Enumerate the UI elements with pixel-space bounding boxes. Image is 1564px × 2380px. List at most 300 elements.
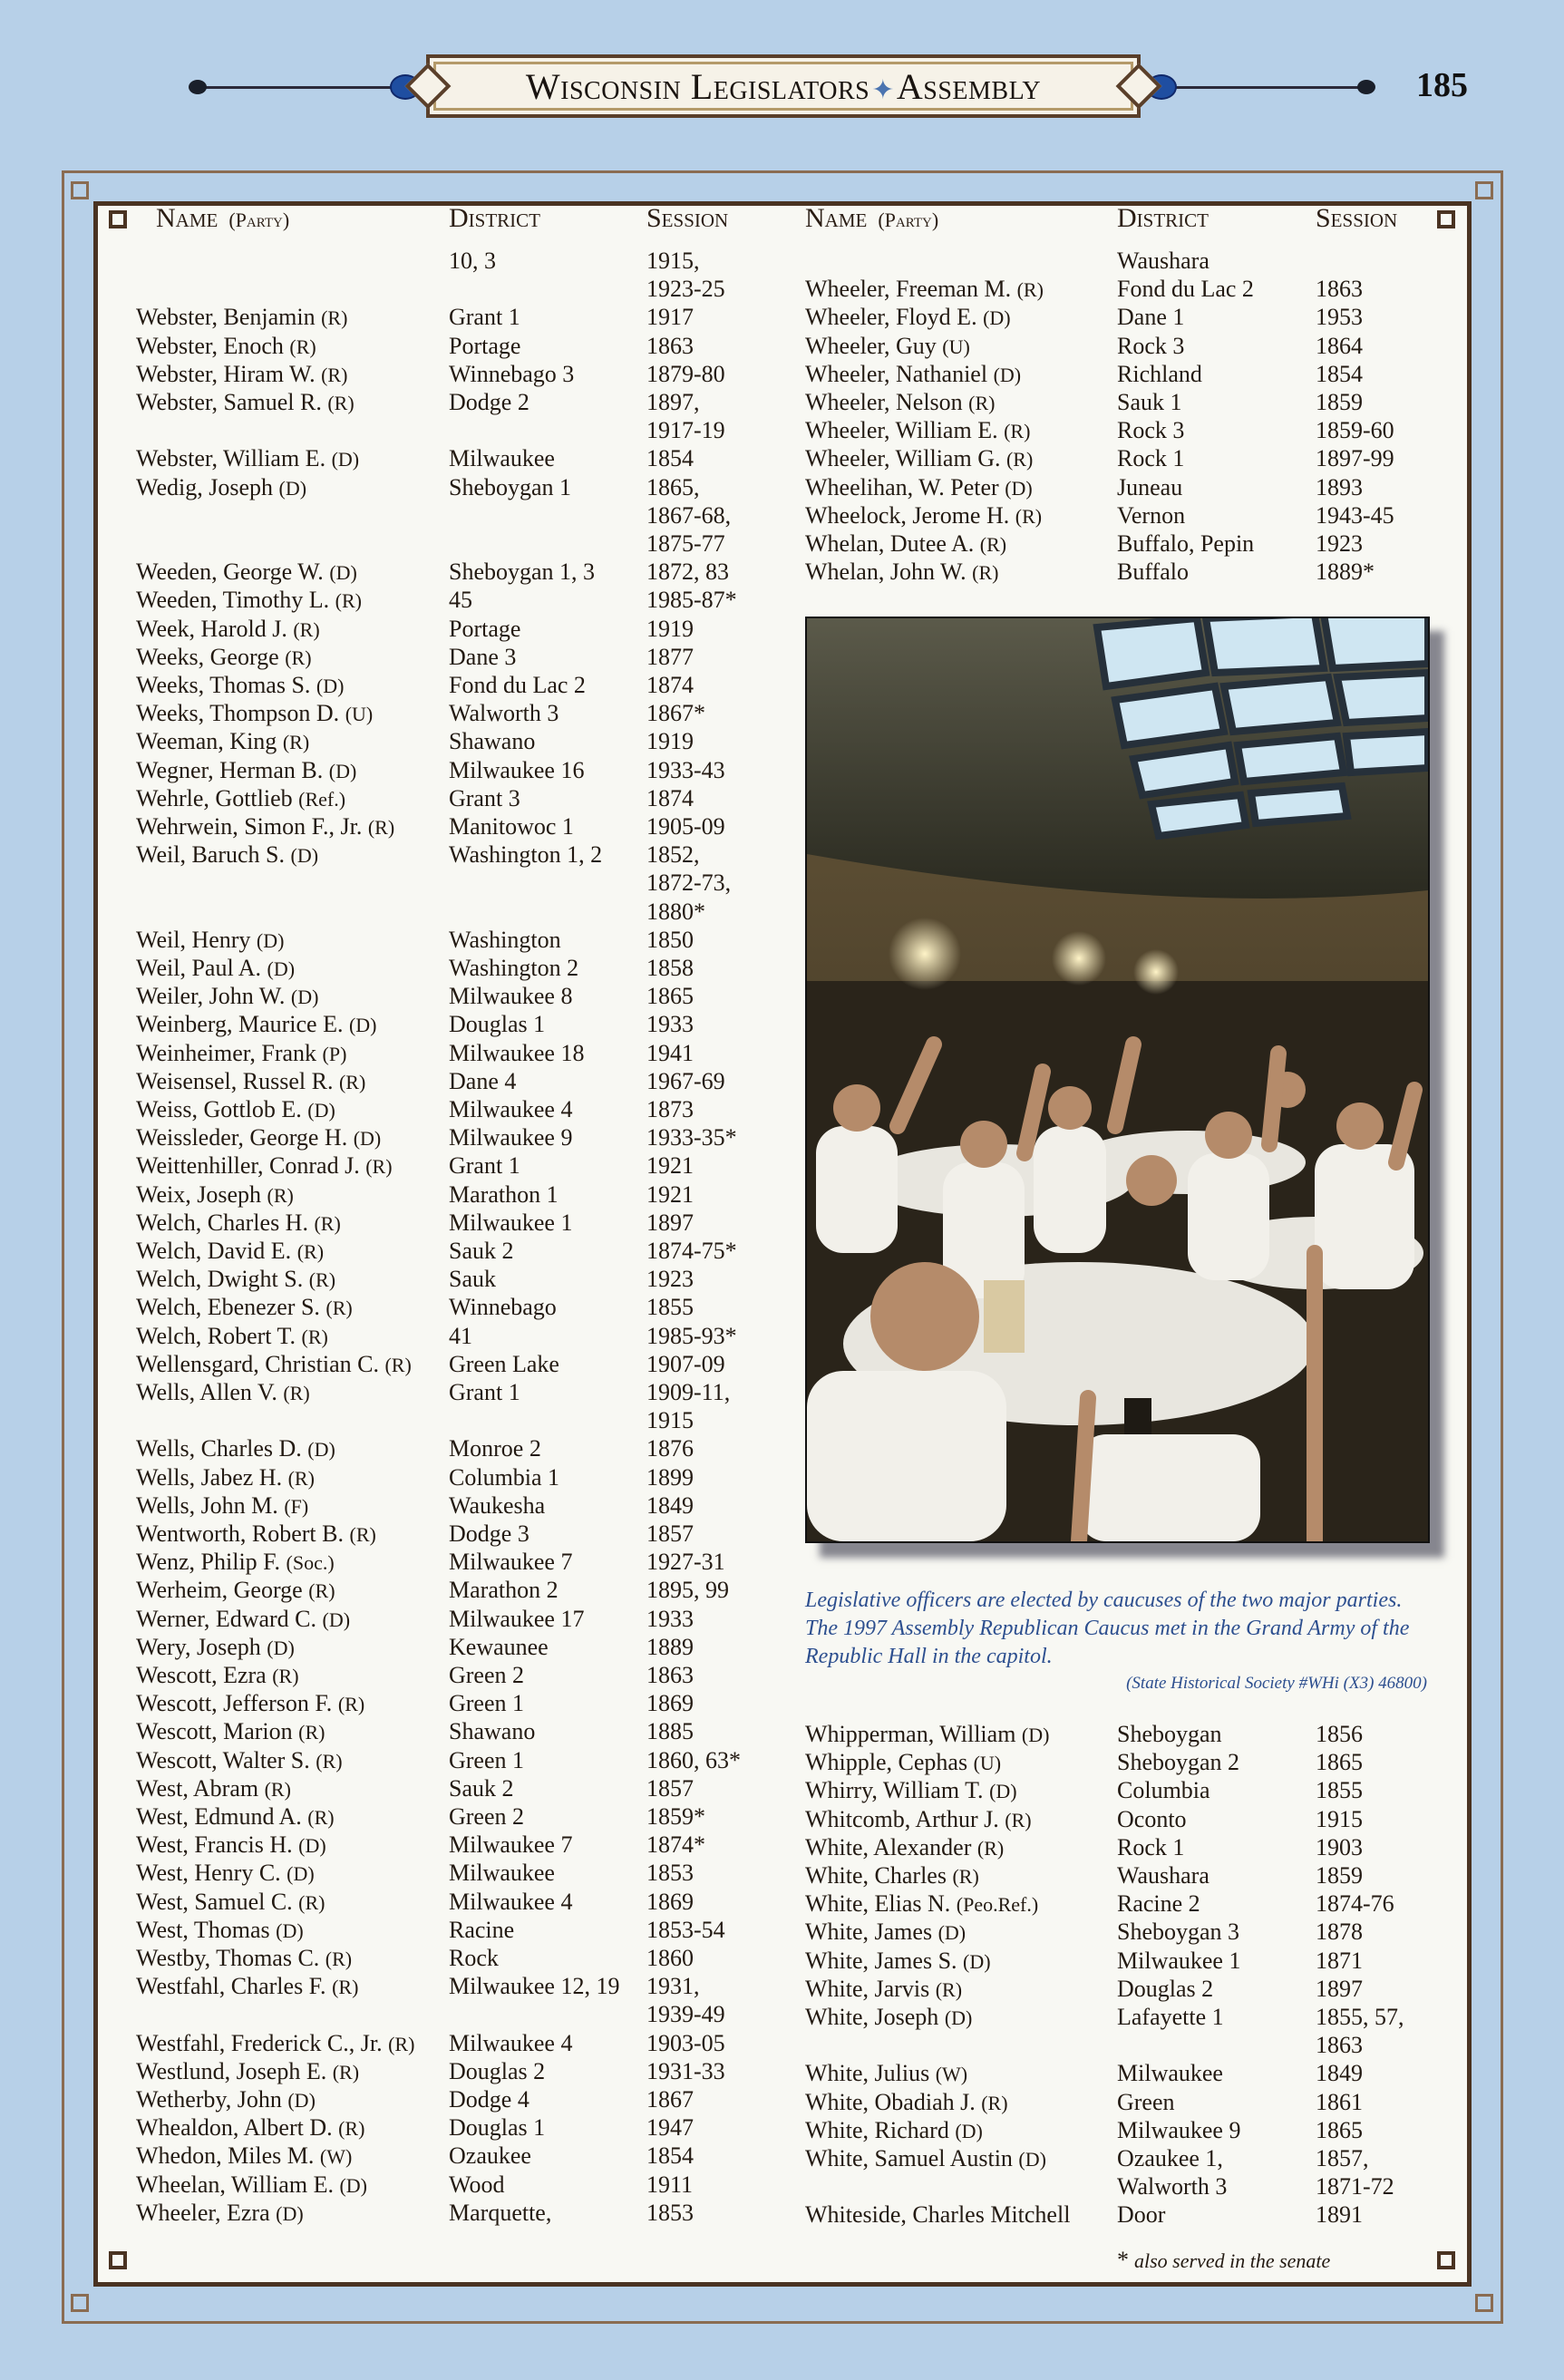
legislator-name <box>136 926 284 955</box>
party-text: (D) <box>290 986 319 1009</box>
name-text: Wheeler, Guy <box>805 332 937 359</box>
district-cell: Douglas 2 <box>449 2057 546 2084</box>
legislator-name <box>136 1265 335 1294</box>
district-cell: Marathon 1 <box>449 1180 559 1208</box>
panel-corner-bottom-left <box>109 2251 127 2269</box>
footnote-text: also served in the senate <box>1134 2249 1331 2272</box>
district-cell: Marathon 2 <box>449 1577 559 1604</box>
table-row <box>0 1889 1564 1918</box>
name-text: Whiteside, Charles Mitchell <box>805 2201 1071 2229</box>
party-text: (D) <box>353 1127 382 1151</box>
session-cell: 1875-77 <box>646 530 725 557</box>
session-cell: 1923-25 <box>646 276 725 303</box>
table-row <box>0 1805 1564 1833</box>
name-text: Westby, Thomas C. <box>136 1945 320 1971</box>
table-row <box>0 1748 1564 1776</box>
name-text: Wheeler, William G. <box>805 445 1001 472</box>
session-cell: 1863 <box>1316 2032 1363 2059</box>
party-text: (D) <box>278 476 307 500</box>
name-text: Westlund, Joseph E. <box>136 2057 327 2084</box>
party-text: (R) <box>264 1777 291 1801</box>
district-cell: Ozaukee 1, <box>1117 2145 1223 2171</box>
party-text: (R) <box>308 1579 335 1603</box>
legislator-name <box>136 1095 335 1124</box>
session-cell: 1899 <box>646 1463 694 1491</box>
name-text: Weittenhiller, Conrad J. <box>136 1152 360 1180</box>
session-cell: 1860 <box>646 1945 694 1971</box>
district-cell: Buffalo <box>1117 559 1189 586</box>
district-cell: Sauk <box>449 1266 496 1293</box>
session-cell: 1869 <box>646 1690 694 1717</box>
legislator-name <box>136 1209 341 1238</box>
legislator-name <box>805 1889 1038 1919</box>
table-row <box>0 303 1564 331</box>
legislator-name <box>136 1633 295 1662</box>
district-cell: Sauk 2 <box>449 1238 514 1264</box>
district-cell: Manitowoc 1 <box>449 813 574 840</box>
district-cell: Fond du Lac 2 <box>1117 276 1254 303</box>
legislator-name <box>136 784 345 813</box>
party-text: (R) <box>968 392 996 414</box>
legislator-name <box>136 699 373 728</box>
district-cell: Milwaukee <box>449 445 555 472</box>
party-text: (R) <box>298 1890 325 1914</box>
party-text: (R) <box>1015 504 1043 528</box>
session-cell: 1854 <box>646 445 694 472</box>
table-row <box>0 275 1564 303</box>
table-row <box>0 1975 1564 2003</box>
session-cell: 1985-93* <box>646 1322 737 1349</box>
name-text: Wells, John M. <box>136 1491 278 1519</box>
party-text: (D) <box>267 1636 295 1659</box>
legislator-name <box>805 2059 967 2088</box>
district-cell: Dane 1 <box>1117 304 1185 331</box>
district-cell: Monroe 2 <box>449 1435 541 1462</box>
district-cell: Milwaukee 4 <box>449 1096 573 1122</box>
district-cell: Milwaukee 4 <box>449 1888 573 1915</box>
name-text: Wenz, Philip F. <box>136 1549 281 1576</box>
panel-corner-top-left <box>109 210 127 228</box>
name-text: White, Joseph <box>805 2004 939 2030</box>
session-cell: 1857 <box>646 1774 694 1802</box>
district-cell: 45 <box>449 587 472 614</box>
district-cell: Grant 1 <box>449 1379 520 1405</box>
session-cell: 1867* <box>646 700 705 727</box>
legislator-name <box>136 1237 324 1266</box>
session-cell: 1877 <box>646 643 694 670</box>
party-text: (R) <box>1016 278 1044 302</box>
party-text: (R) <box>337 1693 365 1716</box>
session-cell: 1849 <box>646 1491 694 1519</box>
district-cell: Milwaukee 18 <box>449 1039 585 1066</box>
name-text: Wells, Charles D. <box>136 1435 302 1462</box>
legislator-name <box>136 1548 335 1577</box>
district-cell: Milwaukee 16 <box>449 756 585 783</box>
legislator-name <box>805 1918 966 1947</box>
right-session-header: Session <box>1316 203 1398 233</box>
session-cell: 1863 <box>646 332 694 359</box>
party-text: (R) <box>327 392 355 414</box>
session-cell: 1907-09 <box>646 1350 725 1377</box>
name-text: Weeden, George W. <box>136 559 324 586</box>
district-cell: Portage <box>449 332 521 359</box>
session-cell: 1897-99 <box>1316 445 1394 472</box>
name-text: Wheelihan, W. Peter <box>805 473 999 500</box>
legislator-name <box>805 1975 962 2004</box>
session-cell: 1867-68, <box>646 501 732 529</box>
banner-diamond-right <box>1116 63 1162 110</box>
session-cell: 1919 <box>646 615 694 642</box>
legislator-name <box>805 1805 1032 1834</box>
session-cell: 1897, <box>646 389 700 415</box>
session-cell: 1854 <box>646 2142 694 2170</box>
session-cell: 1872-73, <box>646 869 732 897</box>
legislator-name <box>805 2116 983 2145</box>
district-cell: Green 2 <box>449 1803 525 1830</box>
session-cell: 1858 <box>646 955 694 981</box>
page-header <box>0 0 1564 181</box>
legislator-name <box>136 1067 365 1096</box>
legislator-name <box>136 615 320 644</box>
right-district-header: District <box>1117 203 1209 233</box>
table-row <box>0 2059 1564 2087</box>
name-text: Wheelan, William E. <box>136 2171 334 2198</box>
legislator-name <box>805 558 998 587</box>
session-cell: 1921 <box>646 1152 694 1180</box>
party-text: (R) <box>321 363 348 386</box>
party-text: (R) <box>332 2060 360 2084</box>
party-text: (R) <box>1005 1808 1032 1831</box>
district-cell: Sheboygan <box>1117 1721 1222 1747</box>
name-text: Weeks, Thompson D. <box>136 700 340 727</box>
district-cell: Milwaukee 8 <box>449 983 573 1010</box>
district-cell: Milwaukee <box>1117 2060 1223 2087</box>
legislator-name <box>136 1520 376 1549</box>
name-text: White, James S. <box>805 1947 957 1974</box>
district-cell: Rock 3 <box>1117 332 1185 359</box>
district-cell: Douglas 1 <box>449 2114 546 2142</box>
party-text: (D) <box>298 1834 326 1858</box>
party-text: (D) <box>267 957 296 980</box>
star-icon: ✦ <box>871 74 895 105</box>
district-cell: Racine 2 <box>1117 1890 1200 1918</box>
district-cell: Milwaukee 9 <box>1117 2116 1241 2143</box>
session-cell: 1865 <box>1316 1749 1363 1776</box>
name-text: Welch, David E. <box>136 1238 292 1264</box>
caucus-photo-illustration <box>807 618 1428 1541</box>
party-text: (R) <box>298 1721 325 1744</box>
name-text: White, Julius <box>805 2060 930 2087</box>
legislator-name <box>805 2144 1046 2173</box>
name-text: White, Jarvis <box>805 1975 930 2002</box>
district-cell: Milwaukee 9 <box>449 1124 573 1151</box>
table-row <box>0 1720 1564 1748</box>
party-text: (R) <box>976 1836 1005 1860</box>
district-cell: Green 1 <box>449 1690 525 1717</box>
session-cell: 1953 <box>1316 304 1363 331</box>
district-cell: Dodge 3 <box>449 1520 529 1547</box>
party-text: (R) <box>365 1155 393 1179</box>
party-text: (R) <box>981 2091 1008 2114</box>
name-text: Wescott, Jefferson F. <box>136 1690 333 1717</box>
district-cell: Lafayette 1 <box>1117 2004 1224 2030</box>
table-row <box>0 444 1564 472</box>
district-cell: Milwaukee 7 <box>449 1549 573 1576</box>
district-cell: 10, 3 <box>449 248 496 274</box>
name-text: Wheeler, William E. <box>805 417 998 444</box>
party-text: (D) <box>983 306 1011 330</box>
legislator-name <box>805 1947 991 1976</box>
legislator-name <box>136 756 356 785</box>
district-cell: Fond du Lac 2 <box>449 672 586 698</box>
party-text: (U) <box>973 1752 1002 1775</box>
session-cell: 1903 <box>1316 1833 1363 1860</box>
party-text: (R) <box>332 1976 359 1999</box>
party-text: (W) <box>319 2145 353 2169</box>
party-text: (R) <box>338 2117 365 2141</box>
table-row <box>0 1776 1564 1804</box>
district-cell: Washington 2 <box>449 955 579 981</box>
legislator-name <box>136 1661 299 1690</box>
session-cell: 1856 <box>1316 1721 1363 1747</box>
legislator-name <box>805 501 1042 530</box>
legislator-name <box>136 1039 346 1068</box>
legislator-name <box>805 1720 1049 1749</box>
name-text: Weeden, Timothy L. <box>136 587 330 614</box>
name-text: Weeman, King <box>136 728 277 755</box>
session-cell: 1857 <box>646 1520 694 1547</box>
left-session-header: Session <box>646 203 729 233</box>
legislator-name <box>136 1123 381 1152</box>
party-text: (R) <box>283 1382 310 1404</box>
name-text: Welch, Robert T. <box>136 1322 296 1349</box>
name-text: West, Francis H. <box>136 1831 293 1859</box>
district-cell: Portage <box>449 615 521 642</box>
legislator-name <box>805 529 1006 559</box>
name-text: Wescott, Ezra <box>136 1662 267 1688</box>
session-cell: 1871-72 <box>1316 2173 1394 2200</box>
session-cell: 1859* <box>646 1803 705 1830</box>
legislator-name <box>136 1576 335 1605</box>
name-text: Weeks, George <box>136 643 279 670</box>
name-text: Wetherby, John <box>136 2086 282 2113</box>
session-cell: 1874-75* <box>646 1238 737 1264</box>
legislator-name <box>136 1151 393 1180</box>
legislator-name <box>136 982 318 1011</box>
name-text: Whelan, Dutee A. <box>805 530 975 557</box>
legislator-name <box>805 360 1021 389</box>
left-name-header <box>156 203 289 234</box>
legislator-name <box>805 332 970 361</box>
district-cell: Milwaukee 17 <box>449 1605 585 1632</box>
photo-credit: (State Historical Society #WHi (X3) 46800) <box>1126 1674 1427 1693</box>
district-cell: Ozaukee <box>449 2142 531 2170</box>
party-text: (D) <box>955 2119 983 2142</box>
legislator-name <box>805 1861 979 1890</box>
frame-corner-top-right <box>1475 181 1493 199</box>
name-text: Whedon, Miles M. <box>136 2142 315 2170</box>
district-cell: Green 1 <box>449 1746 525 1773</box>
table-row <box>0 2088 1564 2116</box>
district-cell: Walworth 3 <box>449 700 559 727</box>
session-cell: 1921 <box>646 1180 694 1208</box>
name-text: Wery, Joseph <box>136 1633 261 1660</box>
session-cell: 1915, <box>646 248 700 274</box>
name-text: Westfahl, Charles F. <box>136 1973 326 2000</box>
party-text: (R) <box>384 1353 412 1376</box>
district-cell: Dane 3 <box>449 643 517 670</box>
party-text: (R) <box>307 1806 335 1829</box>
session-cell: 1859 <box>1316 389 1363 415</box>
party-text: (D) <box>276 2201 304 2225</box>
party-text: (D) <box>290 844 319 868</box>
session-cell: 1876 <box>646 1435 694 1462</box>
frame-corner-bottom-left <box>71 2294 89 2312</box>
session-cell: 1855, 57, <box>1316 2004 1404 2030</box>
frame-corner-bottom-right <box>1475 2294 1493 2312</box>
session-cell: 1860, 63* <box>646 1746 741 1773</box>
name-text: Wheeler, Ezra <box>136 2199 270 2226</box>
legislator-name <box>136 1350 412 1379</box>
session-cell: 1931, <box>646 1973 700 2000</box>
table-row <box>0 1833 1564 1861</box>
session-cell: 1874* <box>646 1831 705 1859</box>
legislator-name <box>805 2003 972 2032</box>
district-cell: Sheboygan 2 <box>1117 1749 1240 1776</box>
district-cell: Grant 1 <box>449 304 520 331</box>
party-text: (R) <box>293 617 320 641</box>
district-cell: Shawano <box>449 1718 536 1745</box>
district-cell: Walworth 3 <box>1117 2173 1228 2200</box>
session-cell: 1903-05 <box>646 2029 725 2056</box>
name-text: Welch, Charles H. <box>136 1209 308 1236</box>
name-header-label: Name <box>805 203 868 233</box>
legislator-name <box>805 416 1030 445</box>
name-text: Wegner, Herman B. <box>136 756 324 783</box>
session-cell: 1917-19 <box>646 417 725 444</box>
legislator-name <box>136 812 394 841</box>
district-cell: Sauk 2 <box>449 1774 514 1802</box>
title-banner <box>426 54 1141 118</box>
district-cell: Dodge 4 <box>449 2086 529 2113</box>
left-district-header: District <box>449 203 540 233</box>
name-text: Weissleder, George H. <box>136 1124 348 1151</box>
district-cell: Green <box>1117 2088 1175 2115</box>
name-text: White, James <box>805 1919 933 1946</box>
party-text: (R) <box>1004 420 1031 443</box>
name-text: Wells, Jabez H. <box>136 1463 283 1491</box>
party-text: (R) <box>285 646 312 669</box>
name-text: Whelan, John W. <box>805 559 967 586</box>
name-text: Wheeler, Nathaniel <box>805 360 988 387</box>
district-cell: Rock 3 <box>1117 417 1185 444</box>
party-text: (D) <box>307 1099 335 1122</box>
name-text: Weeks, Thomas S. <box>136 672 311 698</box>
session-cell: 1889 <box>646 1633 694 1660</box>
district-cell: Buffalo, Pepin <box>1117 530 1255 557</box>
name-text: Whipperman, William <box>805 1721 1016 1747</box>
session-cell: 1897 <box>1316 1975 1363 2002</box>
name-text: Webster, William E. <box>136 445 326 472</box>
party-text: (R) <box>338 1070 366 1093</box>
name-text: West, Samuel C. <box>136 1888 293 1915</box>
party-text: (R) <box>296 1240 325 1263</box>
party-text: (D) <box>993 363 1022 386</box>
table-row <box>0 2144 1564 2172</box>
district-cell: Dane 4 <box>449 1067 517 1094</box>
name-text: White, Alexander <box>805 1833 972 1860</box>
name-text: Weiler, John W. <box>136 983 286 1010</box>
name-text: Whipple, Cephas <box>805 1749 968 1776</box>
party-text: (R) <box>972 561 999 585</box>
party-text: (D) <box>963 1949 991 1973</box>
district-cell: Winnebago 3 <box>449 360 575 387</box>
name-text: White, Richard <box>805 2116 949 2143</box>
session-cell: 1873 <box>646 1096 694 1122</box>
session-cell: 1985-87* <box>646 587 737 614</box>
session-cell: 1917 <box>646 304 694 331</box>
page-title <box>526 65 1041 108</box>
party-text: (W) <box>935 2063 968 2086</box>
name-text: Webster, Samuel R. <box>136 389 322 415</box>
district-cell: Milwaukee 7 <box>449 1831 573 1859</box>
banner-diamond-left <box>405 63 452 110</box>
legislator-name <box>136 1180 294 1209</box>
party-text: (D) <box>322 1608 351 1631</box>
district-cell: Rock 1 <box>1117 445 1185 472</box>
name-text: Whealdon, Albert D. <box>136 2114 333 2142</box>
name-text: Webster, Benjamin <box>136 304 316 331</box>
title-left: Wisconsin Legislators <box>525 65 870 107</box>
session-cell: 1852, <box>646 841 700 869</box>
party-text: (R) <box>272 1665 299 1687</box>
district-cell: Waukesha <box>449 1491 546 1519</box>
name-text: Wehrle, Gottlieb <box>136 784 293 811</box>
party-text: (D) <box>329 561 357 585</box>
district-cell: Oconto <box>1117 1805 1187 1832</box>
party-text: (R) <box>367 816 395 839</box>
party-text: (D) <box>328 759 357 782</box>
party-text: (R) <box>316 1749 343 1773</box>
district-cell: Sheboygan 1 <box>449 473 572 500</box>
panel-corner-top-right <box>1437 210 1455 228</box>
party-text: (R) <box>1005 448 1034 471</box>
district-cell: Milwaukee 1 <box>1117 1947 1241 1974</box>
district-cell: Richland <box>1117 360 1202 387</box>
party-text: (R) <box>321 306 348 330</box>
session-cell: 1947 <box>646 2114 694 2142</box>
table-row <box>0 2003 1564 2031</box>
title-right: Assembly <box>896 65 1042 107</box>
name-text: Week, Harold J. <box>136 615 287 642</box>
session-cell: 1855 <box>646 1294 694 1321</box>
name-text: Wescott, Marion <box>136 1718 293 1745</box>
party-text: (D) <box>307 1438 335 1462</box>
legislator-name <box>136 1491 308 1520</box>
legislator-name <box>805 388 996 417</box>
district-cell: Washington 1, 2 <box>449 841 603 869</box>
party-header-label: (Party) <box>878 209 939 231</box>
district-cell: Waushara <box>1117 248 1209 274</box>
session-cell: 1889* <box>1316 559 1375 586</box>
name-text: West, Edmund A. <box>136 1803 302 1830</box>
legislator-name <box>805 444 1033 473</box>
legislator-name <box>136 1293 353 1322</box>
party-text: (D) <box>944 2006 973 2029</box>
table-row <box>0 1918 1564 1946</box>
legislator-name <box>136 954 295 983</box>
district-cell: Columbia 1 <box>449 1463 560 1491</box>
